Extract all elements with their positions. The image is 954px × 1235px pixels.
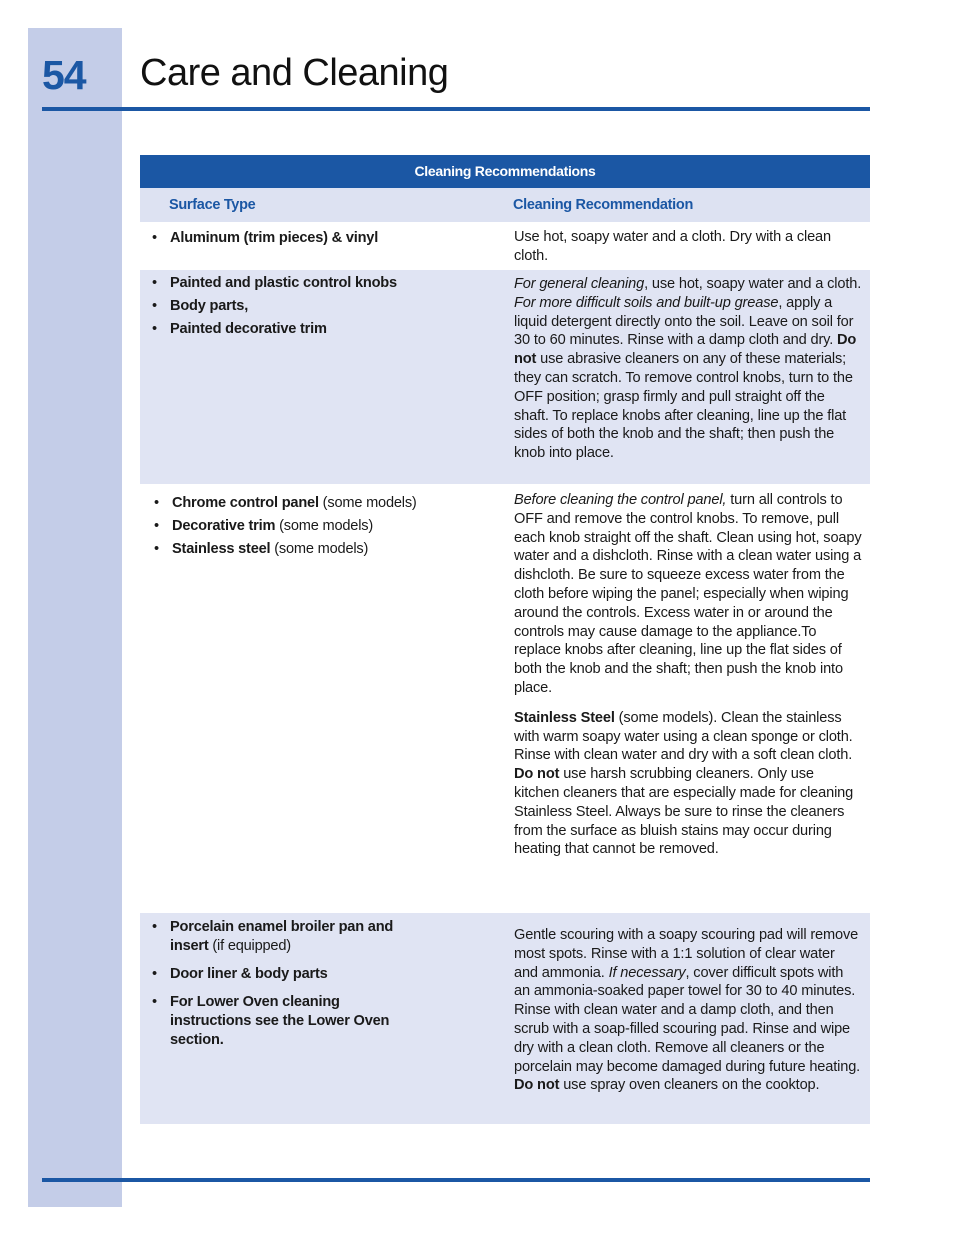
- column-header-recommendation: Cleaning Recommendation: [513, 197, 694, 213]
- list-item: • Stainless steel (some models): [154, 540, 444, 559]
- recommendation-text: For general cleaning, use hot, soapy water and a cloth. For more difficult soils and built-up grease, apply a liquid detergent directly onto the soil. Leave on soil for 30 to 60 minutes. Rinse with a damp cloth and dry. Do not use abrasive cleaners on any of these materials; they can scratch. To remove control knobs, turn to the OFF position; grasp firmly and pull straight off the shaft. To replace knobs after cleaning, line up the flat sides of both the knob and the shaft; then push the knob into place.: [514, 276, 862, 462]
- column-header-row: [140, 188, 870, 222]
- list-item: • Painted and plastic control knobs: [152, 274, 442, 293]
- sidebar-band: [28, 28, 122, 1207]
- table-row: [140, 222, 870, 270]
- recommendation-text: Before cleaning the control panel, turn all controls to OFF and remove the control knobs. To remove, pull each knob straight off the shaft. Clean using hot, soapy water and a dishcloth. Rinse with a clean water using a dishcloth. Be sure to squeeze excess water from the cloth before wiping the panel; especially when wiping around the controls. Excess water in or around the controls may cause damage to the appliance.To replace knobs after cleaning, line up the flat sides of both the knob and the shaft; then push the knob into place. Stainless Steel (some models). Clean the stainless with warm soapy water using a clean sponge or cloth. Rinse with clean water and dry with a soft clean cloth. Do not use harsh scrubbing cleaners. Only use kitchen cleaners that are especially made for cleaning Stainless Steel. Always be sure to rinse the cleaners from the surface as bluish stains may occur during heating that cannot be removed.: [514, 492, 862, 858]
- table-row: [140, 484, 870, 913]
- list-item: • Decorative trim (some models): [154, 517, 444, 536]
- list-item: • Door liner & body parts: [152, 965, 422, 984]
- table-title: Cleaning Recommendations: [140, 155, 870, 188]
- surface-list: [154, 494, 444, 559]
- table-row: [140, 270, 870, 484]
- surface-list: [152, 918, 422, 1050]
- list-item: • Porcelain enamel broiler pan and insert (if equipped): [152, 918, 422, 956]
- list-item: • Chrome control panel (some models): [154, 494, 444, 513]
- recommendation-text: Gentle scouring with a soapy scouring pad will remove most spots. Rinse with a 1:1 solution of clear water and ammonia. If necessary, cover difficult spots with an ammonia-soaked paper towel for 30 to 40 minutes. Rinse with clean water and a damp cloth, and then scrub with a soap-filled scouring pad. Rinse and wipe dry with a clean cloth. Remove all cleaners or the porcelain may become damaged during future heating. Do not use spray oven cleaners on the cooktop.: [514, 927, 861, 1094]
- list-item: • Body parts,: [152, 297, 442, 316]
- surface-list: [152, 274, 442, 339]
- page-title: Care and Cleaning: [140, 52, 449, 94]
- cleaning-table: [140, 155, 870, 1124]
- recommendation-text: Use hot, soapy water and a cloth. Dry with a clean cloth.: [514, 229, 831, 264]
- list-item: • For Lower Oven cleaning instructions see the Lower Oven section.: [152, 993, 422, 1050]
- column-header-surface: Surface Type: [169, 197, 256, 213]
- list-item: • Painted decorative trim: [152, 320, 442, 339]
- bottom-divider: [42, 1178, 870, 1182]
- page-number: 54: [42, 52, 86, 98]
- surface-list: [152, 229, 442, 248]
- top-divider: [42, 107, 870, 111]
- table-row: [140, 913, 870, 1124]
- list-item: • Aluminum (trim pieces) & vinyl: [152, 229, 442, 248]
